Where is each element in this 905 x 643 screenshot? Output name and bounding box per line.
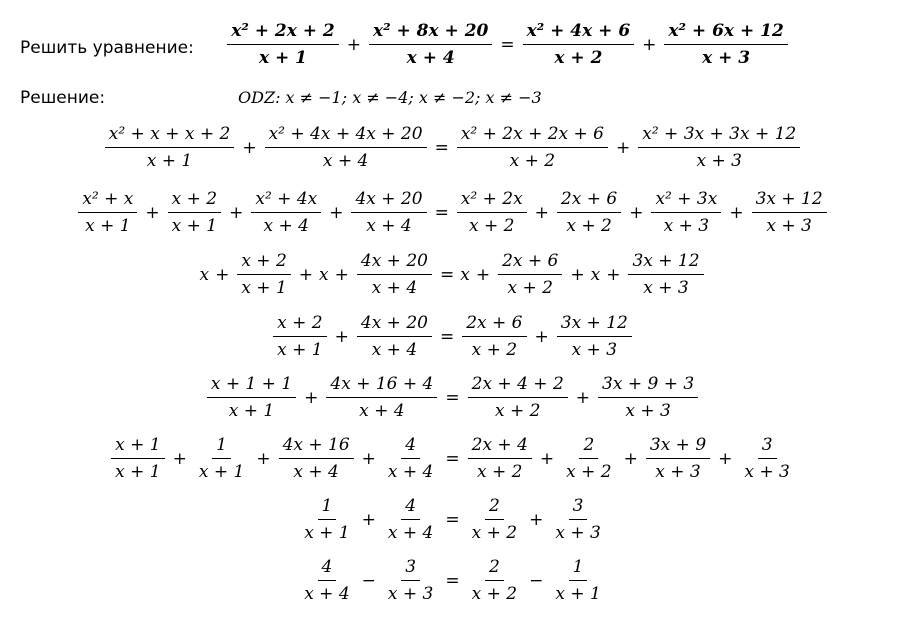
term: x [199,264,210,285]
denominator: x + 2 [509,151,556,171]
numerator: 3x + 12 [628,250,703,275]
fraction [207,373,296,422]
operator: + [242,137,257,158]
operator: = [439,326,455,347]
numerator: x² + 2x + 2x + 6 [457,123,608,148]
operator: + [298,264,314,285]
numerator: 2x + 6 [557,188,621,213]
operator: + [570,264,585,285]
denominator: x + 4 [293,462,339,482]
operator: = [445,570,460,591]
fraction [557,188,621,237]
denominator: x + 2 [554,48,603,68]
fraction [384,556,437,605]
fraction [468,434,532,483]
numerator: 1 [212,434,231,459]
fraction [664,20,787,69]
numerator: x + 1 [111,434,164,459]
fraction [468,373,568,422]
odz-line: ODZ: x ≠ −1; x ≠ −4; x ≠ −2; x ≠ −3 [238,88,542,107]
operator: + [329,202,344,223]
fraction [300,495,353,544]
numerator: 2x + 4 [468,434,532,459]
denominator: x + 1 [277,340,323,360]
fraction [111,434,164,483]
numerator: 2 [485,556,504,581]
denominator: x + 1 [304,523,350,543]
operator: + [361,509,376,530]
fraction [384,495,437,544]
denominator: x + 1 [171,216,218,236]
numerator: 3 [758,434,777,459]
operator: − [529,570,544,591]
fraction [273,312,326,361]
equation-step-7 [0,495,905,544]
fraction [78,188,137,237]
denominator: x + 4 [322,151,369,171]
numerator: x² + 8x + 20 [369,20,492,45]
numerator: 4x + 20 [351,188,426,213]
fraction [357,250,432,299]
denominator: x + 2 [477,462,523,482]
operator: + [629,202,644,223]
denominator: x + 4 [406,48,455,68]
numerator: x + 2 [273,312,326,337]
operator: + [729,202,744,223]
operator: + [534,202,549,223]
operator: = [439,264,455,285]
numerator: x + 2 [168,188,221,213]
operator: + [334,326,349,347]
denominator: x + 4 [366,216,412,236]
numerator: 4x + 16 [279,434,354,459]
fraction [326,373,437,422]
numerator: 3x + 9 + 3 [598,373,698,398]
numerator: x² + 4x [251,188,321,213]
operator: + [172,448,187,469]
denominator: x + 1 [146,151,193,171]
denominator: x + 4 [371,278,418,298]
operator: + [475,264,491,285]
fraction [557,312,632,361]
denominator: x + 3 [655,462,701,482]
fraction [369,20,492,69]
fraction [279,434,354,483]
denominator: x + 2 [507,278,553,298]
numerator: 4x + 20 [357,312,432,337]
operator: + [539,448,555,469]
fraction [498,250,562,299]
numerator: 4x + 16 + 4 [326,373,437,398]
numerator: 1 [318,495,337,520]
fraction [562,434,615,483]
numerator: 3x + 12 [752,188,827,213]
numerator: 3 [569,495,588,520]
term: x [460,264,470,285]
operator: = [445,387,460,408]
denominator: x + 3 [571,340,618,360]
equation-step-2 [0,188,905,237]
equation-step-5 [0,373,905,422]
numerator: 3 [401,556,420,581]
fraction [651,188,721,237]
operator: = [445,448,460,469]
operator: + [215,264,230,285]
denominator: x + 3 [387,584,434,604]
fraction [551,556,604,605]
fraction [351,188,426,237]
denominator: x + 1 [198,462,245,482]
operator: + [575,387,591,408]
fraction [237,250,290,299]
denominator: x + 3 [643,278,689,298]
denominator: x + 1 [115,462,161,482]
term: x [319,264,329,285]
operator: = [445,509,460,530]
numerator: 2x + 4 + 2 [468,373,568,398]
fraction [468,495,521,544]
numerator: x² + 3x [651,188,721,213]
operator: + [361,448,376,469]
denominator: x + 1 [555,584,601,604]
numerator: x² + x + x + 2 [105,123,235,148]
solution-label: Решение: [20,88,106,108]
numerator: 3x + 9 [646,434,710,459]
fraction [357,312,432,361]
denominator: x + 2 [566,462,612,482]
denominator: x + 2 [494,401,541,421]
operator: = [434,202,449,223]
operator: + [534,326,549,347]
operator: + [529,509,544,530]
fraction [740,434,793,483]
numerator: 4 [401,495,420,520]
numerator: x² + 4x + 4x + 20 [265,123,427,148]
denominator: x + 4 [304,584,350,604]
denominator: x + 3 [702,48,751,68]
operator: + [229,202,244,223]
fraction [251,188,321,237]
fraction [384,434,437,483]
fraction [598,373,698,422]
fraction [628,250,703,299]
numerator: 3x + 12 [557,312,632,337]
numerator: 1 [569,556,588,581]
denominator: x + 1 [241,278,287,298]
fraction [300,556,353,605]
fraction [468,556,521,605]
equation-step-4 [0,312,905,361]
numerator: 2 [485,495,504,520]
numerator: x² + 4x + 6 [523,20,635,45]
numerator: x² + 3x + 3x + 12 [638,123,800,148]
denominator: x + 2 [471,340,518,360]
equation-step-1 [0,123,905,172]
fraction [523,20,635,69]
numerator: 4x + 20 [357,250,432,275]
fraction [646,434,710,483]
numerator: 4 [401,434,420,459]
operator: + [623,448,638,469]
fraction [105,123,235,172]
fraction [227,20,339,69]
numerator: 2 [579,434,598,459]
term: x [590,264,601,285]
fraction [265,123,427,172]
denominator: x + 4 [387,462,434,482]
denominator: x + 1 [258,48,307,68]
numerator: 2x + 6 [498,250,562,275]
denominator: x + 3 [696,151,742,171]
operator: + [256,448,271,469]
denominator: x + 4 [387,523,434,543]
fraction [638,123,800,172]
denominator: x + 1 [228,401,275,421]
numerator: 4 [318,556,337,581]
equation-problem [0,20,905,69]
operator: − [361,570,376,591]
denominator: x + 3 [663,216,710,236]
equation-step-8 [0,556,905,605]
denominator: x + 2 [469,216,515,236]
numerator: 2x + 6 [462,312,526,337]
equation-step-3 [0,250,905,299]
denominator: x + 3 [744,462,790,482]
operator: + [642,34,657,55]
numerator: x² + 2x [457,188,527,213]
operator: = [434,137,449,158]
numerator: x² + x [78,188,137,213]
operator: + [718,448,733,469]
denominator: x + 3 [766,216,812,236]
fraction [551,495,604,544]
numerator: x² + 2x + 2 [227,20,339,45]
fraction [462,312,526,361]
task-label: Решить уравнение: [20,38,194,58]
operator: + [334,264,349,285]
equation-step-6 [0,434,905,483]
denominator: x + 3 [555,523,601,543]
denominator: x + 4 [371,340,418,360]
fraction [457,123,608,172]
operator: + [145,202,160,223]
fraction [752,188,827,237]
denominator: x + 2 [471,523,518,543]
fraction [457,188,527,237]
denominator: x + 3 [625,401,671,421]
fraction [195,434,248,483]
operator: + [616,137,631,158]
denominator: x + 2 [566,216,612,236]
operator: + [606,264,621,285]
numerator: x + 2 [237,250,290,275]
numerator: x + 1 + 1 [207,373,296,398]
numerator: x² + 6x + 12 [664,20,787,45]
denominator: x + 4 [263,216,310,236]
denominator: x + 2 [471,584,518,604]
fraction [168,188,221,237]
denominator: x + 1 [85,216,131,236]
operator: + [346,34,361,55]
denominator: x + 4 [359,401,405,421]
operator: = [500,34,515,55]
operator: + [304,387,319,408]
